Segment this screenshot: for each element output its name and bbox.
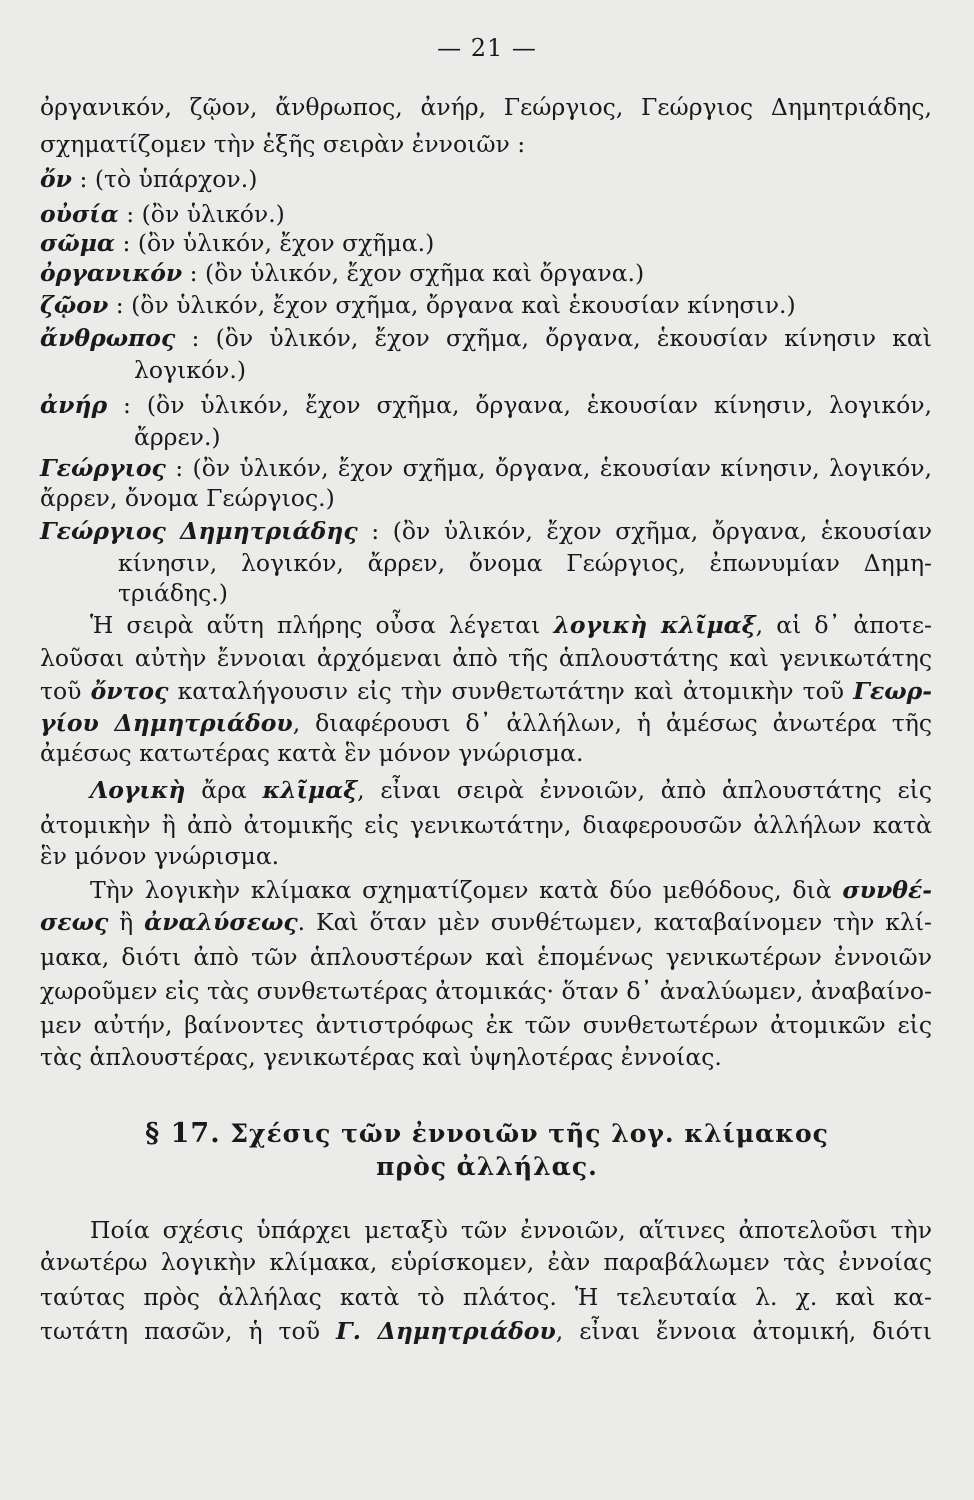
page-number: — 21 — xyxy=(437,34,537,62)
paragraph-line: τωτάτη πασῶν, ἡ τοῦ Γ. Δημητριάδου, εἶναι ἔννοια ἀτομική, διότι xyxy=(40,1317,932,1345)
paragraph-line: ἀμέσως κατωτέρας κατὰ ἓν μόνον γνώρισμα. xyxy=(40,739,584,767)
section-title-line-1: Σχέσις τῶν ἐννοιῶν τῆς λογ. κλίμακος xyxy=(230,1119,829,1148)
paragraph-line: τοῦ ὄντος καταλήγουσιν εἰς τὴν συνθετωτάτην καὶ ἀτομικὴν τοῦ Γεωρ- xyxy=(40,677,933,705)
definition-line: ὀργανικόν : (ὂν ὑλικόν, ἔχον σχῆμα καὶ ὄργανα.) xyxy=(40,259,645,287)
paragraph-line: λοῦσαι αὐτὴν ἔννοιαι ἀρχόμεναι ἀπὸ τῆς ἁπλουστάτης καὶ γενικωτάτης xyxy=(40,644,932,672)
paragraph-line: Ποία σχέσις ὑπάρχει μεταξὺ τῶν ἐννοιῶν, αἵτινες ἀποτελοῦσι τὴν xyxy=(90,1216,932,1244)
paragraph-line: ταύτας πρὸς ἀλλήλας κατὰ τὸ πλάτος. Ἡ τελευταία λ. χ. καὶ κα- xyxy=(40,1283,932,1311)
definition-line: ὄν : (τὸ ὑπάρχον.) xyxy=(40,165,258,193)
paragraph-line: χωροῦμεν εἰς τὰς συνθετωτέρας ἀτομικάς· ὅταν δ᾽ ἀναλύωμεν, ἀναβαίνο- xyxy=(40,977,932,1005)
definition-continuation: κίνησιν, λογικόν, ἄρρεν, ὄνομα Γεώργιος, ἐπωνυμίαν Δημη- xyxy=(118,549,932,577)
paragraph-line: Ἡ σειρὰ αὕτη πλήρης οὖσα λέγεται λογικὴ κλῖμαξ, αἱ δ᾽ ἀποτε- xyxy=(90,611,932,639)
section-title-line-2: πρὸς ἀλλήλας. xyxy=(376,1152,598,1181)
definition-line: ἀνήρ : (ὂν ὑλικόν, ἔχον σχῆμα, ὄργανα, ἑκουσίαν κίνησιν, λογικόν, xyxy=(40,391,932,419)
paragraph-line: ἓν μόνον γνώρισμα. xyxy=(40,842,280,870)
paragraph-line: τὰς ἁπλουστέρας, γενικωτέρας καὶ ὑψηλοτέρας ἐννοίας. xyxy=(40,1043,722,1071)
definition-line: ἄνθρωπος : (ὂν ὑλικόν, ἔχον σχῆμα, ὄργανα, ἑκουσίαν κίνησιν καὶ xyxy=(40,324,932,352)
paragraph-line: ἀτομικὴν ἢ ἀπὸ ἀτομικῆς εἰς γενικωτάτην, διαφερουσῶν ἀλλήλων κατὰ xyxy=(40,811,932,839)
paragraph-line: σεως ἢ ἀναλύσεως. Καὶ ὅταν μὲν συνθέτωμεν, καταβαίνομεν τὴν κλί- xyxy=(40,908,932,936)
definition-line: Γεώργιος Δημητριάδης : (ὂν ὑλικόν, ἔχον σχῆμα, ὄργανα, ἑκουσίαν xyxy=(40,517,933,545)
definition-line: Γεώργιος : (ὂν ὑλικόν, ἔχον σχῆμα, ὄργανα, ἑκουσίαν κίνησιν, λογικόν, xyxy=(40,454,932,482)
paragraph-line: Λογικὴ ἄρα κλῖμαξ, εἶναι σειρὰ ἐννοιῶν, ἀπὸ ἁπλουστάτης εἰς xyxy=(90,776,932,804)
section-number: § 17. xyxy=(145,1118,221,1149)
text-line: σχηματίζομεν τὴν ἑξῆς σειρὰν ἐννοιῶν : xyxy=(40,130,526,158)
paragraph-line: μεν αὐτήν, βαίνοντες ἀντιστρόφως ἐκ τῶν συνθετωτέρων ἀτομικῶν εἰς xyxy=(40,1011,932,1039)
definition-line: σῶμα : (ὂν ὑλικόν, ἔχον σχῆμα.) xyxy=(40,229,435,257)
paragraph-line: μακα, διότι ἀπὸ τῶν ἁπλουστέρων καὶ ἑπομένως γενικωτέρων ἐννοιῶν xyxy=(40,943,932,971)
definition-continuation: ἄρρεν.) xyxy=(134,423,221,451)
paragraph-line: Τὴν λογικὴν κλίμακα σχηματίζομεν κατὰ δύο μεθόδους, διὰ συνθέ- xyxy=(90,876,932,904)
definition-continuation: ἄρρεν, ὄνομα Γεώργιος.) xyxy=(40,484,335,512)
definition-line: ζῷον : (ὂν ὑλικόν, ἔχον σχῆμα, ὄργανα καὶ ἑκουσίαν κίνησιν.) xyxy=(40,291,796,319)
section-heading xyxy=(0,1118,974,1149)
section-heading-continuation xyxy=(0,1152,974,1181)
definition-continuation: τριάδης.) xyxy=(118,579,228,607)
text-line: ὀργανικόν, ζῷον, ἄνθρωπος, ἀνήρ, Γεώργιος, Γεώργιος Δημητριάδης, xyxy=(40,93,932,121)
paragraph-line: γίου Δημητριάδου, διαφέρουσι δ᾽ ἀλλήλων, ἡ ἀμέσως ἀνωτέρα τῆς xyxy=(40,709,933,737)
paragraph-line: ἀνωτέρω λογικὴν κλίμακα, εὑρίσκομεν, ἐὰν παραβάλωμεν τὰς ἐννοίας xyxy=(40,1248,932,1276)
definition-continuation: λογικόν.) xyxy=(134,356,247,384)
definition-line: οὐσία : (ὂν ὑλικόν.) xyxy=(40,200,285,228)
